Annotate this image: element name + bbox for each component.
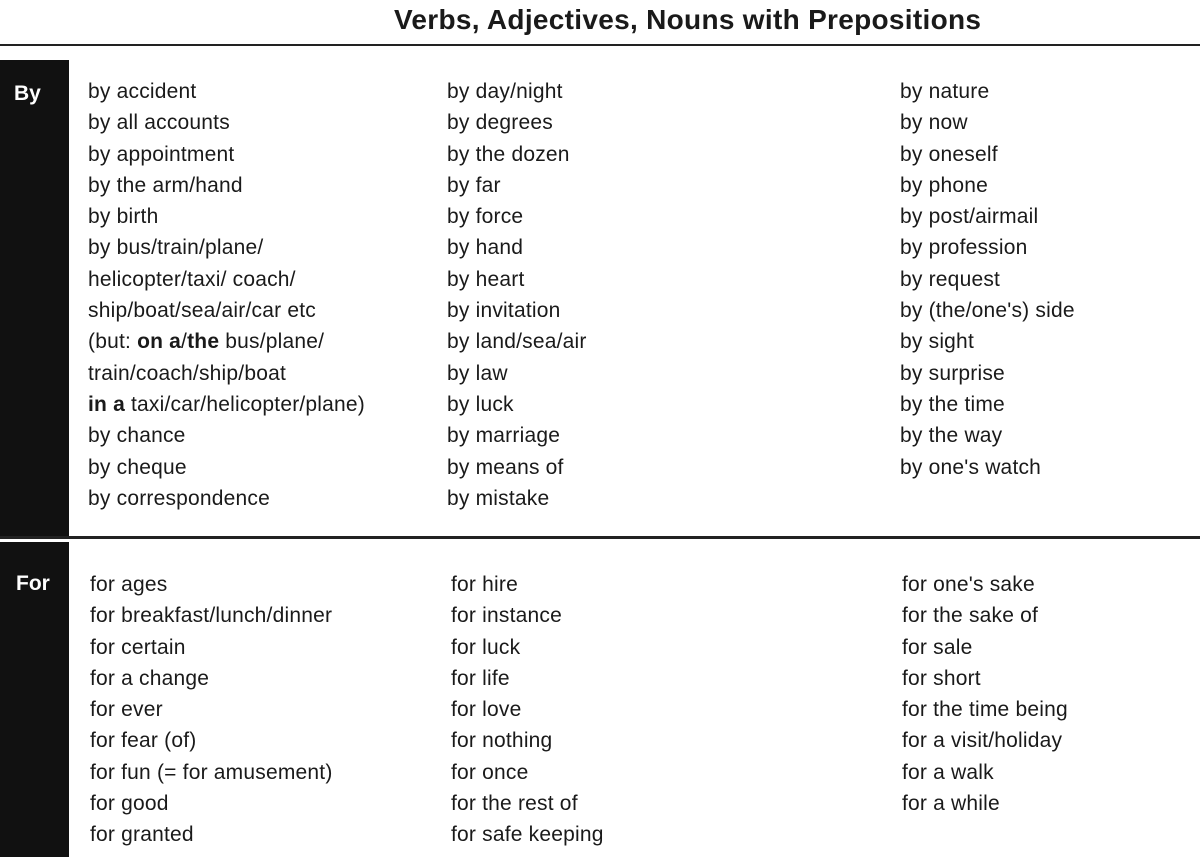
- phrase-item: by force: [447, 205, 524, 229]
- section-label-box: [0, 60, 69, 538]
- phrase-item: by the dozen: [447, 142, 570, 166]
- phrase-item: for sale: [902, 635, 973, 659]
- phrase-item: for safe keeping: [451, 823, 604, 847]
- phrase-text: bus/plane/: [219, 330, 325, 354]
- phrase-item: [88, 389, 365, 420]
- phrase-column-2: [447, 76, 587, 514]
- phrase-item: for the time being: [902, 698, 1068, 722]
- phrase-item: by one's watch: [900, 455, 1042, 479]
- phrase-item: by correspondence: [88, 486, 271, 510]
- phrase-item: by cheque: [88, 455, 187, 479]
- phrase-column-3: [902, 569, 1068, 819]
- page-title: Verbs, Adjectives, Nouns with Prepositions: [394, 4, 982, 35]
- phrase-item: by invitation: [447, 299, 561, 323]
- phrase-item: for luck: [451, 635, 521, 659]
- phrase-item: by the way: [900, 424, 1003, 448]
- section-by: [0, 60, 1200, 538]
- phrase-item: for ages: [90, 573, 168, 596]
- title-bar: [0, 0, 1200, 46]
- phrase-column-3: [900, 76, 1075, 483]
- phrase-item: for good: [90, 792, 169, 816]
- phrase-item: by bus/train/plane/: [88, 236, 264, 260]
- phrase-item: by marriage: [447, 424, 561, 448]
- phrase-item: for ever: [90, 698, 163, 722]
- phrase-column-1: [90, 569, 333, 851]
- phrase-item: ship/boat/sea/air/car etc: [88, 299, 316, 323]
- phrase-item: by oneself: [900, 142, 998, 166]
- phrase-item: by request: [900, 267, 1001, 291]
- section-divider: [0, 536, 1200, 539]
- phrase-item: for instance: [451, 604, 562, 628]
- phrase-item: by profession: [900, 236, 1028, 260]
- phrase-item: by the arm/hand: [88, 173, 243, 197]
- phrase-item: for hire: [451, 573, 518, 596]
- phrase-item: for a change: [90, 666, 210, 690]
- phrase-item: for the sake of: [902, 604, 1039, 628]
- phrase-item: for nothing: [451, 729, 553, 753]
- phrase-item: for the rest of: [451, 792, 578, 816]
- phrase-item: by law: [447, 361, 508, 385]
- phrase-item: by sight: [900, 330, 974, 354]
- phrase-item: for short: [902, 666, 981, 690]
- phrase-item: by heart: [447, 267, 525, 291]
- phrase-item: for life: [451, 666, 510, 690]
- phrase-item: by all accounts: [88, 111, 230, 135]
- phrase-item: by birth: [88, 205, 159, 229]
- phrase-item: by the time: [900, 392, 1005, 416]
- phrase-item: by hand: [447, 236, 524, 260]
- section-for: [0, 542, 1200, 857]
- phrase-item: for granted: [90, 823, 194, 847]
- phrase-item: by chance: [88, 424, 186, 448]
- phrase-item: by far: [447, 173, 501, 197]
- phrase-item: by nature: [900, 80, 990, 103]
- phrase-item: for fear (of): [90, 729, 197, 753]
- phrase-item: by means of: [447, 455, 564, 479]
- phrase-item: by luck: [447, 392, 514, 416]
- phrase-item: [88, 326, 365, 357]
- phrase-item: train/coach/ship/boat: [88, 361, 286, 385]
- section-label: For: [16, 572, 50, 595]
- phrase-item: by (the/one's) side: [900, 299, 1075, 323]
- phrase-item: for once: [451, 760, 529, 784]
- phrase-item: for certain: [90, 635, 186, 659]
- phrase-item: for fun (= for amusement): [90, 760, 333, 784]
- phrase-item: by phone: [900, 173, 989, 197]
- phrase-item: for love: [451, 698, 522, 722]
- phrase-item: for a while: [902, 792, 1000, 816]
- phrase-item: by surprise: [900, 361, 1005, 385]
- phrase-item: helicopter/taxi/ coach/: [88, 267, 296, 291]
- bold-emphasis: on a: [137, 330, 182, 354]
- phrase-item: by mistake: [447, 486, 550, 510]
- phrase-item: for a visit/holiday: [902, 729, 1063, 753]
- bold-emphasis: in a: [88, 392, 125, 416]
- phrase-item: by accident: [88, 80, 197, 103]
- phrase-column-1: [88, 76, 365, 514]
- phrase-item: by appointment: [88, 142, 235, 166]
- phrase-text: /: [181, 330, 188, 354]
- phrase-item: for breakfast/lunch/dinner: [90, 604, 333, 628]
- phrase-column-2: [451, 569, 604, 851]
- phrase-item: for one's sake: [902, 573, 1035, 596]
- bold-emphasis: the: [187, 330, 220, 354]
- phrase-item: by post/airmail: [900, 205, 1039, 229]
- section-label: By: [14, 82, 41, 105]
- phrase-text: taxi/car/helicopter/plane): [124, 392, 366, 416]
- phrase-item: by day/night: [447, 80, 563, 103]
- phrase-item: by degrees: [447, 111, 553, 135]
- phrase-item: by now: [900, 111, 968, 135]
- phrase-item: for a walk: [902, 760, 994, 784]
- section-label-box: [0, 542, 69, 857]
- phrase-item: by land/sea/air: [447, 330, 587, 354]
- phrase-text: (but:: [88, 330, 138, 354]
